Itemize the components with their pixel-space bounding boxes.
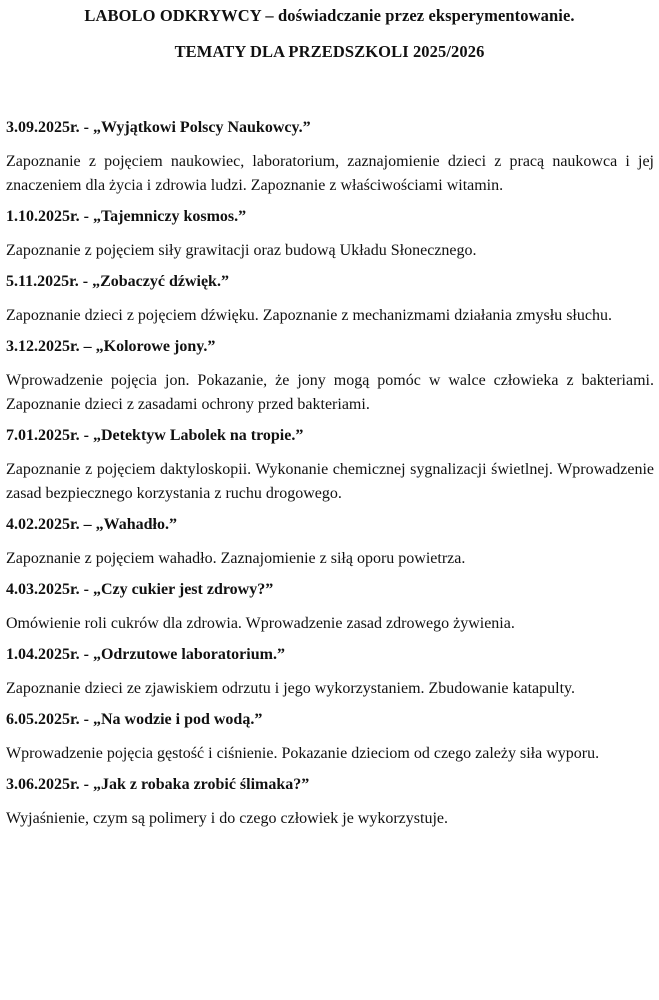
topic-description: Zapoznanie z pojęciem naukowiec, laboratorium, zaznajomienie dzieci z pracą naukowca i jej znaczeniem dla życia i zdrowia ludzi. Zapoznanie z właściwościami witamin. — [6, 153, 654, 194]
topic-heading: 3.12.2025r. – „Kolorowe jony.” — [6, 338, 216, 355]
document-subtitle: TEMATY DLA PRZEDSZKOLI 2025/2026 — [174, 42, 485, 61]
topic-item — [6, 580, 654, 636]
topic-item — [6, 118, 654, 198]
topic-heading: 3.06.2025r. - „Jak z robaka zrobić ślimaka?” — [6, 776, 310, 793]
topic-item — [6, 337, 654, 417]
topic-heading: 5.11.2025r. - „Zobaczyć dźwięk.” — [6, 273, 229, 290]
topics-list — [6, 118, 654, 840]
topic-heading: 4.02.2025r. – „Wahadło.” — [6, 516, 177, 533]
topic-item — [6, 775, 654, 831]
topic-heading: 1.10.2025r. - „Tajemniczy kosmos.” — [6, 208, 247, 225]
topic-description: Wprowadzenie pojęcia gęstość i ciśnienie. Pokazanie dzieciom od czego zależy siła wyporu. — [6, 745, 600, 762]
topic-item — [6, 426, 654, 506]
topic-description: Zapoznanie dzieci z pojęciem dźwięku. Zapoznanie z mechanizmami działania zmysłu słuchu. — [6, 307, 612, 324]
topic-item — [6, 515, 654, 571]
topic-description: Zapoznanie dzieci ze zjawiskiem odrzutu i jego wykorzystaniem. Zbudowanie katapulty. — [6, 680, 575, 697]
topic-heading: 6.05.2025r. - „Na wodzie i pod wodą.” — [6, 711, 263, 728]
topic-description: Zapoznanie z pojęciem siły grawitacji oraz budową Układu Słonecznego. — [6, 242, 477, 259]
topic-heading: 7.01.2025r. - „Detektyw Labolek na tropie.” — [6, 427, 304, 444]
topic-description: Wyjaśnienie, czym są polimery i do czego człowiek je wykorzystuje. — [6, 810, 448, 827]
topic-item — [6, 207, 654, 263]
document-title: LABOLO ODKRYWCY – doświadczanie przez eksperymentowanie. — [84, 6, 575, 25]
topic-item — [6, 645, 654, 701]
topic-description: Zapoznanie z pojęciem daktyloskopii. Wykonanie chemicznej sygnalizacji świetlnej. Wprowadzenie zasad bezpiecznego korzystania z ruchu drogowego. — [6, 461, 654, 502]
topic-item — [6, 272, 654, 328]
topic-heading: 3.09.2025r. - „Wyjątkowi Polscy Naukowcy.” — [6, 119, 311, 136]
topic-heading: 1.04.2025r. - „Odrzutowe laboratorium.” — [6, 646, 285, 663]
topic-item — [6, 710, 654, 766]
topic-heading: 4.03.2025r. - „Czy cukier jest zdrowy?” — [6, 581, 274, 598]
topic-description: Zapoznanie z pojęciem wahadło. Zaznajomienie z siłą oporu powietrza. — [6, 550, 466, 567]
topic-description: Wprowadzenie pojęcia jon. Pokazanie, że jony mogą pomóc w walce człowieka z bakteriami. Zapoznanie dzieci z zasadami ochrony przed bakteriami. — [6, 372, 654, 413]
topic-description: Omówienie roli cukrów dla zdrowia. Wprowadzenie zasad zdrowego żywienia. — [6, 615, 515, 632]
